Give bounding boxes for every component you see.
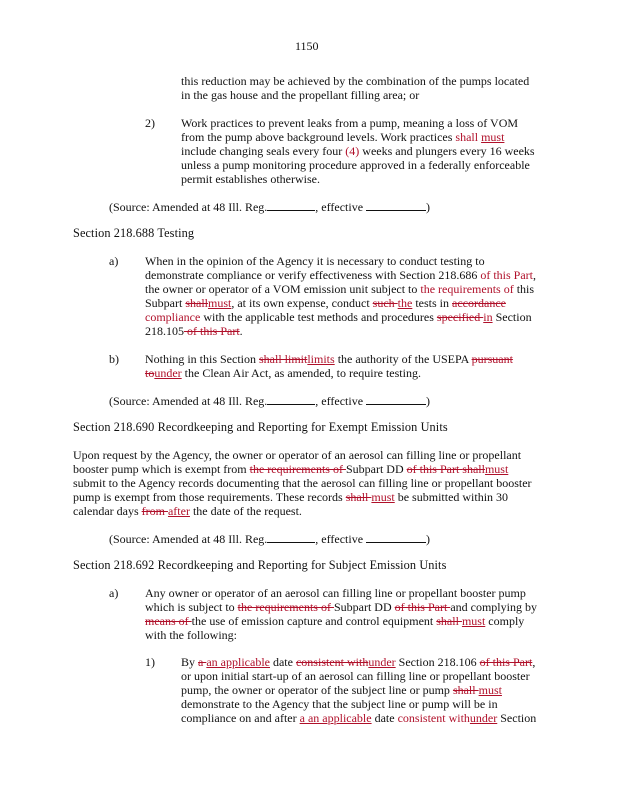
text: pump, the owner or operator of the subject line or pump (181, 683, 453, 697)
deleted-text: specified (436, 310, 484, 324)
text: tests in (412, 296, 453, 310)
source-note (109, 393, 430, 408)
deleted-text: of this Part (394, 600, 451, 614)
source-text: , effective (315, 200, 367, 214)
text: booster pump which is exempt from (73, 462, 250, 476)
four-text: (4) (345, 144, 360, 158)
paragraph-line: this reduction may be achieved by the combination of the pumps located (181, 74, 530, 88)
source-text: ) (426, 200, 431, 214)
deleted-text: from (141, 504, 168, 518)
blank-line (366, 199, 426, 211)
section-heading: Section 218.692 Recordkeeping and Reporting for Subject Emission Units (73, 558, 447, 572)
paragraph-line (145, 296, 506, 310)
source-text: , effective (315, 532, 367, 546)
paragraph-line (145, 310, 532, 324)
paragraph-line: submit to the Agency records documenting that the aerosol can filling line or propellant booster (73, 476, 532, 490)
paragraph-line (73, 462, 508, 476)
paragraph-line (145, 268, 536, 282)
inserted-text: under (368, 655, 396, 669)
inserted-text: a an applicable (299, 711, 372, 725)
paragraph-line: in the gas house and the propellant filling area; or (181, 88, 420, 102)
text: , (533, 268, 537, 282)
source-text: (Source: Amended at 48 Ill. Reg. (109, 200, 268, 214)
blank-line (366, 393, 426, 405)
text: the authority of the USEPA (334, 352, 472, 366)
paragraph-line: When in the opinion of the Agency it is necessary to conduct testing to (145, 254, 485, 268)
text: compliance on and after (181, 711, 300, 725)
deleted-text: shall (436, 614, 462, 628)
inserted-text: the (397, 296, 413, 310)
page-number: 1150 (295, 39, 319, 53)
text: weeks and plungers every 16 weeks (359, 144, 535, 158)
deleted-text: to (145, 366, 155, 380)
deleted-text: shall (345, 490, 372, 504)
shall-text: shall (455, 130, 479, 144)
text: be submitted within 30 (394, 490, 509, 504)
text: pump is exempt from those requirements. These records (73, 490, 346, 504)
source-text: (Source: Amended at 48 Ill. Reg. (109, 532, 268, 546)
text: which is subject to (145, 600, 238, 614)
source-text: (Source: Amended at 48 Ill. Reg. (109, 394, 268, 408)
deleted-text: shall limit (259, 352, 308, 366)
blank-line (267, 393, 315, 405)
deleted-text: shall (452, 683, 479, 697)
inserted-text: must (461, 614, 486, 628)
item-label: b) (109, 352, 119, 366)
text: 218.105 (145, 324, 184, 338)
inserted-text: under (154, 366, 182, 380)
text: date (269, 655, 296, 669)
paragraph-line (145, 614, 524, 628)
blank-line (366, 531, 426, 543)
text: Subpart (145, 296, 186, 310)
source-text: ) (426, 532, 431, 546)
inserted-text: must (481, 130, 505, 144)
paragraph-line (181, 130, 504, 144)
paragraph-line: permit establishes otherwise. (181, 172, 320, 186)
paragraph-line (145, 600, 537, 614)
text: Section (492, 310, 532, 324)
text: the date of the request. (189, 504, 302, 518)
text: By (181, 655, 199, 669)
text: Section 218.106 (395, 655, 480, 669)
deleted-text: pursuant (471, 352, 513, 366)
inserted-text: the requirements of (420, 282, 514, 296)
deleted-text: of this Part (406, 462, 463, 476)
text: the Clean Air Act, as amended, to require testing. (181, 366, 421, 380)
deleted-text: of this Part (479, 655, 533, 669)
text: Section (497, 711, 537, 725)
deleted-text: shall (462, 462, 485, 476)
source-text: ) (426, 394, 431, 408)
inserted-text: must (371, 490, 395, 504)
paragraph-line: unless a pump monitoring procedure approved in a federally enforceable (181, 158, 530, 172)
deleted-text: consistent with (295, 655, 369, 669)
text: demonstrate compliance or verify effectiveness with Section 218.686 (145, 268, 481, 282)
blank-line (267, 199, 315, 211)
deleted-text: of this Part (184, 324, 240, 338)
source-note (109, 199, 430, 214)
inserted-text: an applicable (206, 655, 270, 669)
inserted-text: must (484, 462, 509, 476)
paragraph-line (145, 282, 534, 296)
item-number: 2) (145, 116, 155, 130)
paragraph-line (181, 144, 535, 158)
text: Subpart DD (345, 462, 407, 476)
deleted-text: the requirements of (237, 600, 334, 614)
item-number: 1) (145, 655, 155, 669)
paragraph-line (145, 324, 243, 338)
text: calendar days (73, 504, 142, 518)
deleted-text: accordance (452, 296, 506, 310)
paragraph-line: or upon initial start-up of an aerosol can filling line or propellant booster (181, 669, 530, 683)
text: and complying by (450, 600, 537, 614)
paragraph-line (145, 366, 421, 380)
inserted-text: in (483, 310, 493, 324)
deleted-text: shall (185, 296, 209, 310)
text: , at its own expense, conduct (231, 296, 373, 310)
deleted-text: a (198, 655, 207, 669)
section-heading: Section 218.690 Recordkeeping and Reporting for Exempt Emission Units (73, 420, 448, 434)
item-label: a) (109, 586, 119, 600)
section-heading: Section 218.688 Testing (73, 226, 195, 240)
inserted-text: after (167, 504, 190, 518)
deleted-text: the requirements of (249, 462, 346, 476)
paragraph-line (181, 683, 502, 697)
inserted-text: must (478, 683, 502, 697)
deleted-text: such (372, 296, 398, 310)
text: the use of emission capture and control equipment (191, 614, 437, 628)
inserted-text: limits (307, 352, 335, 366)
text: date (371, 711, 398, 725)
deleted-text: means of (145, 614, 192, 628)
paragraph-line (181, 655, 535, 669)
inserted-text: must (208, 296, 232, 310)
text: include changing seals every four (181, 144, 346, 158)
paragraph-line (181, 711, 536, 725)
paragraph-line: Any owner or operator of an aerosol can filling line or propellant booster pump (145, 586, 526, 600)
text: Subpart DD (333, 600, 395, 614)
paragraph-line (145, 352, 513, 366)
text: . (239, 324, 243, 338)
paragraph-line (73, 490, 508, 504)
text: the owner or operator of a VOM emission unit subject to (145, 282, 421, 296)
paragraph-line: demonstrate to the Agency that the subject line or pump will be in (181, 697, 498, 711)
text: with the applicable test methods and procedures (200, 310, 437, 324)
inserted-text: under (469, 711, 498, 725)
paragraph-line: Work practices to prevent leaks from a pump, meaning a loss of VOM (181, 116, 519, 130)
paragraph-line: Upon request by the Agency, the owner or operator of an aerosol can filling line or propellant (73, 448, 522, 462)
text: from the pump above background levels. Work practices (181, 130, 456, 144)
paragraph-line (73, 504, 302, 518)
inserted-text: of this Part (480, 268, 534, 282)
source-text: , effective (315, 394, 367, 408)
text: this (513, 282, 535, 296)
source-note (109, 531, 430, 546)
blank-line (267, 531, 315, 543)
paragraph-line: with the following: (145, 628, 237, 642)
text: Nothing in this Section (145, 352, 259, 366)
text: comply (485, 614, 525, 628)
inserted-text: compliance (145, 310, 201, 324)
item-label: a) (109, 254, 119, 268)
text: , (532, 655, 536, 669)
red-text: consistent with (397, 711, 470, 725)
